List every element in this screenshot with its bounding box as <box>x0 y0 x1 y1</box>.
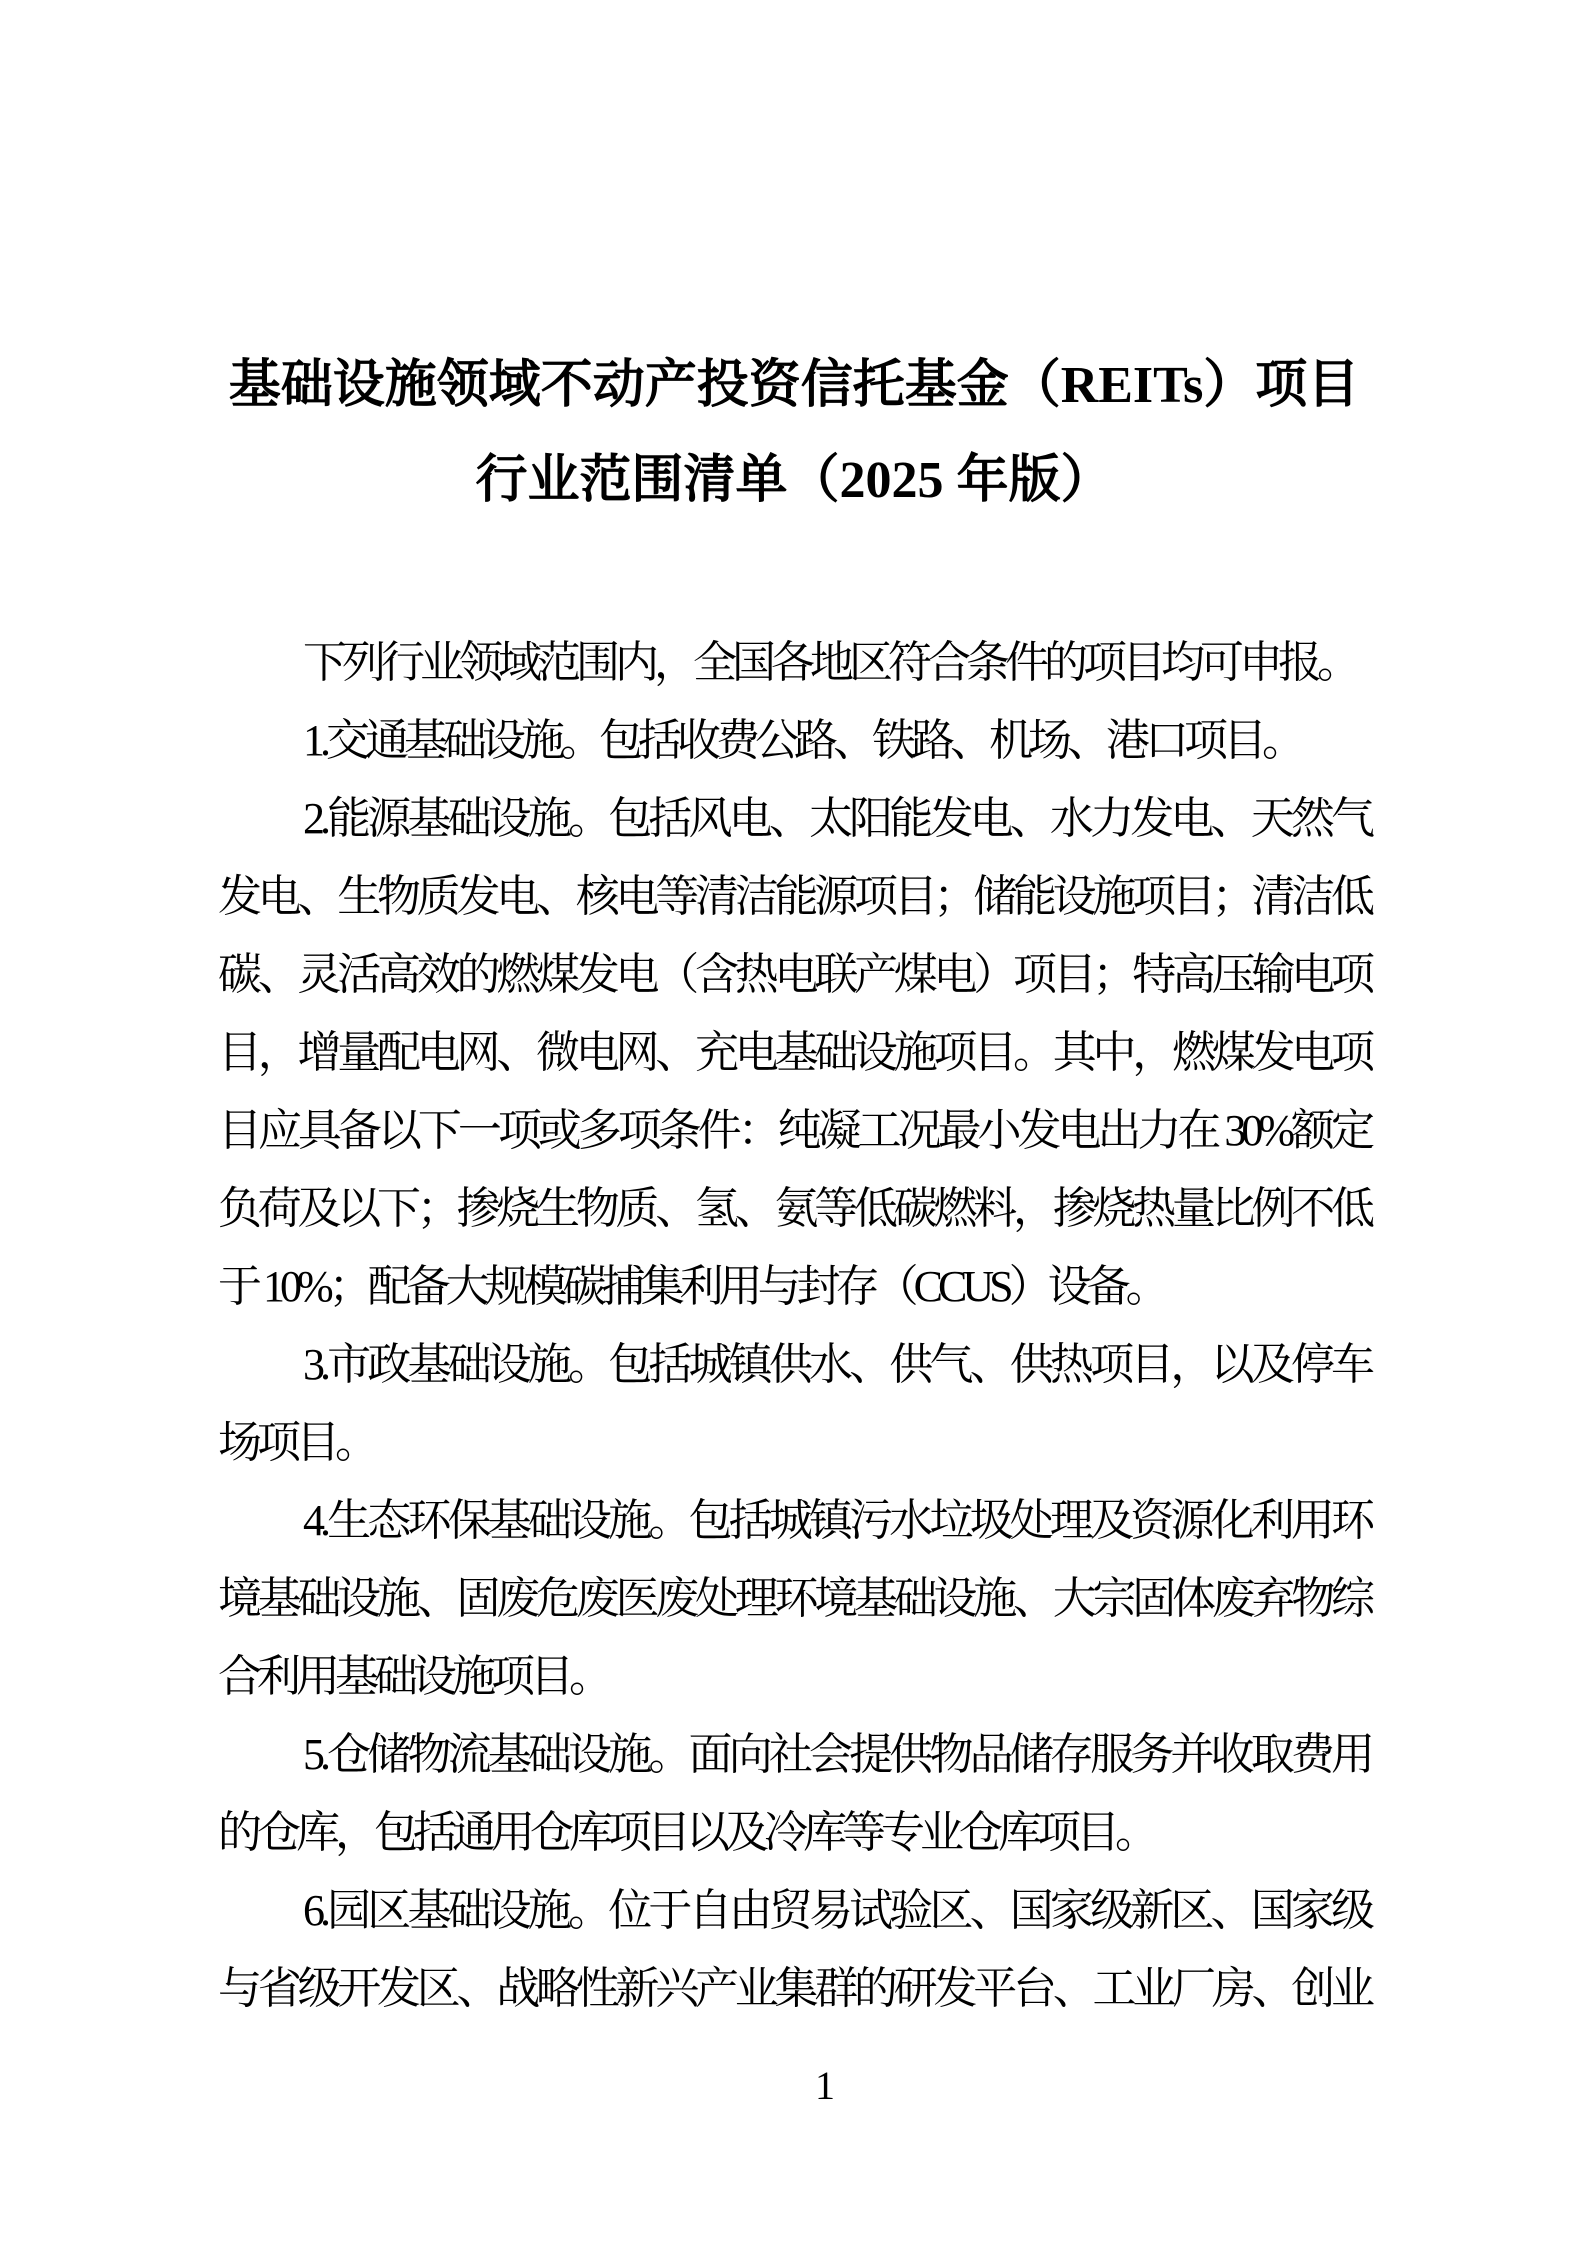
page-number: 1 <box>815 2063 835 2108</box>
paragraph-item-1-transport <box>218 702 1370 780</box>
document-title <box>218 338 1370 528</box>
paragraph-item-5-warehouse <box>218 1716 1370 1872</box>
paragraph-item-4-ecology <box>218 1482 1370 1716</box>
document-title-line-2: 行业范围清单（2025 年版） <box>475 452 1113 509</box>
paragraph-line: 的仓库，包括通用仓库项目以及冷库等专业仓库项目。 <box>218 1808 1154 1857</box>
paragraph-line: 1.交通基础设施。包括收费公路、铁路、机场、港口项目。 <box>303 716 1301 765</box>
paragraph-line: 发电、生物质发电、核电等清洁能源项目；储能设施项目；清洁低 <box>218 872 1370 921</box>
document-title-line-1: 基础设施领域不动产投资信托基金（REITs）项目 <box>228 357 1360 414</box>
paragraph-line: 下列行业领域范围内，全国各地区符合条件的项目均可申报。 <box>303 638 1356 687</box>
paragraph-line: 5.仓储物流基础设施。面向社会提供物品储存服务并收取费用 <box>303 1730 1370 1779</box>
paragraph-line: 目，增量配电网、微电网、充电基础设施项目。其中，燃煤发电项 <box>218 1028 1370 1077</box>
document-body <box>218 624 1370 2028</box>
paragraph-line: 4.生态环保基础设施。包括城镇污水垃圾处理及资源化利用环 <box>303 1496 1370 1545</box>
paragraph-line: 负荷及以下；掺烧生物质、氢、氨等低碳燃料，掺烧热量比例不低 <box>218 1184 1370 1233</box>
paragraph-line: 6.园区基础设施。位于自由贸易试验区、国家级新区、国家级 <box>303 1886 1370 1935</box>
paragraph-item-2-energy <box>218 780 1370 1326</box>
paragraph-line: 碳、灵活高效的燃煤发电（含热电联产煤电）项目；特高压输电项 <box>218 950 1370 999</box>
paragraph-item-6-parks <box>218 1872 1370 2028</box>
paragraph-line: 2.能源基础设施。包括风电、太阳能发电、水力发电、天然气 <box>303 794 1370 843</box>
paragraph-item-3-municipal <box>218 1326 1370 1482</box>
paragraph-intro <box>218 624 1370 702</box>
paragraph-line: 与省级开发区、战略性新兴产业集群的研发平台、工业厂房、创业 <box>218 1964 1370 2013</box>
paragraph-line: 目应具备以下一项或多项条件：纯凝工况最小发电出力在 30%额定 <box>218 1106 1370 1155</box>
paragraph-line: 3.市政基础设施。包括城镇供水、供气、供热项目，以及停车 <box>303 1340 1370 1389</box>
paragraph-line: 合利用基础设施项目。 <box>218 1652 608 1701</box>
paragraph-line: 境基础设施、固废危废医废处理环境基础设施、大宗固体废弃物综 <box>218 1574 1370 1623</box>
paragraph-line: 于 10%；配备大规模碳捕集利用与封存（CCUS）设备。 <box>218 1262 1165 1311</box>
paragraph-line: 场项目。 <box>218 1418 374 1467</box>
